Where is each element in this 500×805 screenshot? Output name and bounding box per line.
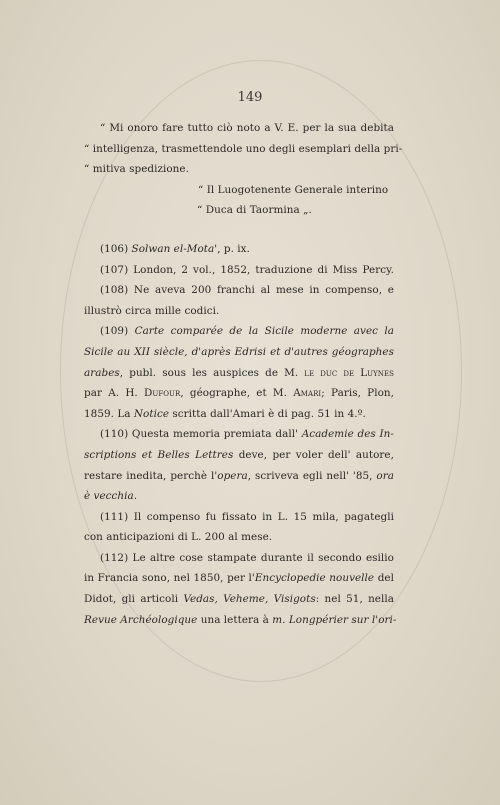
page-text — [84, 118, 403, 630]
footnote-text: Carte comparée de la Sicile moderne avec la — [134, 325, 395, 338]
footnote-109-cont — [84, 404, 394, 425]
footnote-text: 1859. La — [84, 407, 134, 420]
footnote-text: restare inedita, perchè l' — [84, 469, 218, 482]
footnote-text: Didot, gli articoli — [84, 593, 184, 606]
footnote-108: (108) Ne aveva 200 franchi al mese in compenso, e — [100, 284, 394, 297]
footnote-109-cont — [84, 363, 394, 384]
footnote-107: (107) London, 2 vol., 1852, traduzione di Miss Percy. — [100, 263, 394, 276]
footnote-110-cont — [84, 445, 394, 466]
footnote-text: ; Paris, Plon, — [321, 387, 394, 400]
footnote-111-cont: con anticipazioni di L. 200 al mese. — [84, 531, 273, 544]
footnote-text: Revue Archéologique — [84, 613, 198, 626]
footnote-text: , publ. sous les auspices de M. — [119, 366, 305, 379]
footnote-text: Vedas, Veheme, Visigots — [183, 593, 316, 606]
quote-line: “ Mi onoro fare tutto ciò noto a V. E. per la sua debita — [100, 122, 394, 134]
footnote-text: ora — [376, 469, 394, 482]
footnote-text: deve, per voler dell' autore, — [233, 448, 394, 461]
footnote-text: Academie des In- — [301, 428, 394, 441]
footnote-110-cont — [84, 486, 394, 507]
footnote-text: Solwan el-Mota' — [131, 242, 218, 255]
footnote-112-cont — [84, 568, 394, 589]
footnote-text: è vecchia. — [84, 490, 138, 503]
signature-line: “ Duca di Taormina „. — [197, 204, 312, 217]
footnote-112-cont — [84, 610, 397, 631]
signature-line: “ Il Luogotenente Generale interino — [198, 183, 389, 196]
footnote-109-cont — [84, 383, 394, 404]
footnote-text: del — [374, 572, 394, 585]
footnote-111: (111) Il compenso fu fissato in L. 15 mila, pagategli — [100, 510, 394, 523]
footnote-106 — [84, 239, 394, 260]
footnote-text: par A. H. — [84, 387, 145, 400]
footnote-text: opera — [217, 469, 248, 482]
footnote-text: Notice — [133, 407, 170, 420]
footnote-108-cont: illustrò circa mille codici. — [84, 304, 220, 317]
footnote-text: Amari — [293, 387, 322, 400]
footnote-text: (106) — [100, 242, 132, 255]
footnote-text: , géographe, et M. — [180, 387, 294, 400]
footnote-110-cont — [84, 466, 394, 487]
footnote-text: (110) Questa memoria premiata dall' — [100, 428, 302, 441]
footnote-text: , p. ix. — [217, 242, 250, 255]
footnote-text: Sicile au XII siècle, d'après Edrisi et d'autres géographes — [84, 345, 394, 358]
footnote-text: : nel 51, nella — [315, 593, 394, 606]
footnote-text: scriptions et Belles Lettres — [84, 448, 234, 461]
footnote-text: scritta dall'Amari è di pag. 51 in 4.º. — [169, 407, 366, 420]
footnote-text: , scriveva egli nell' '85, — [247, 469, 377, 482]
quote-line: “ mitiva spedizione. — [84, 163, 189, 176]
footnote-109 — [84, 321, 394, 342]
page-number: 149 — [237, 90, 263, 105]
footnote-109-cont — [84, 342, 394, 363]
footnote-text: una lettera à — [197, 613, 273, 626]
footnote-text: arabes — [84, 366, 120, 379]
footnote-112: (112) Le altre cose stampate durante il secondo esilio — [100, 551, 394, 564]
footnote-text: m. Longpérier sur l'ori- — [272, 613, 397, 626]
footnote-112-cont — [84, 589, 394, 610]
footnote-text: (109) — [100, 325, 135, 338]
quote-line: “ intelligenza, trasmettendole uno degli esemplari della pri- — [84, 142, 403, 155]
footnote-text: Dufour — [144, 387, 181, 400]
footnote-text: in Francia sono, nel 1850, per l' — [84, 572, 255, 585]
footnote-text: Encyclopedie nouvelle — [254, 572, 375, 585]
footnote-text: le duc de Luynes — [304, 366, 394, 379]
footnote-110 — [84, 424, 394, 445]
